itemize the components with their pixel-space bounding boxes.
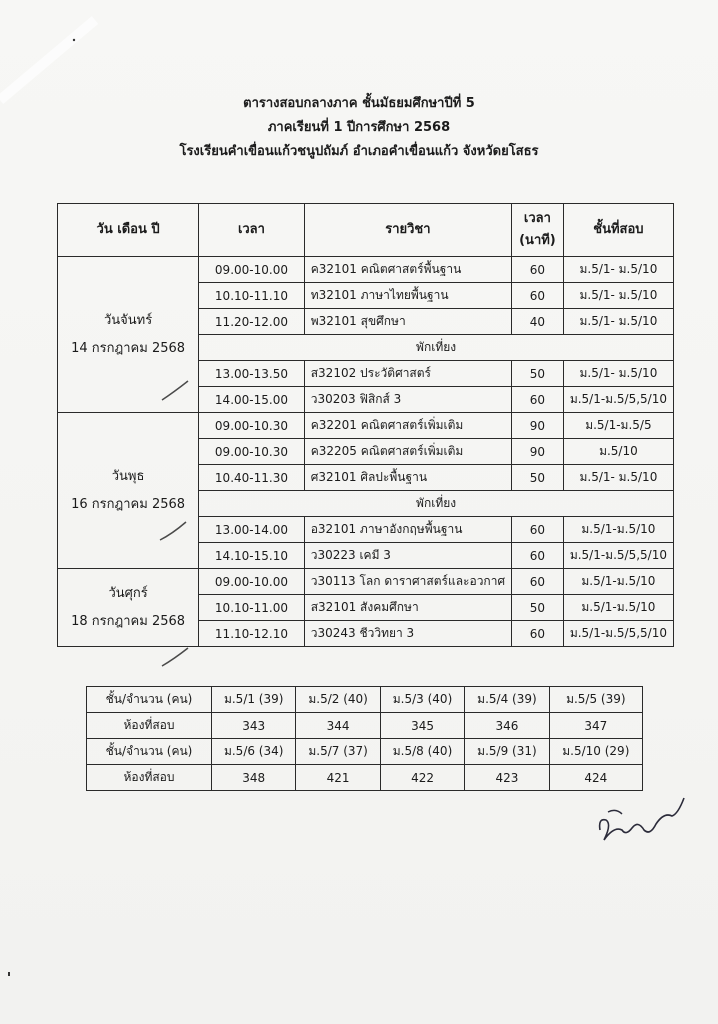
header-classes: ชั้นที่สอบ — [563, 204, 673, 257]
minutes-cell: 50 — [512, 595, 564, 621]
header-subject: รายวิชา — [304, 204, 511, 257]
time-cell: 10.40-11.30 — [199, 465, 305, 491]
subject-cell: ค32201 คณิตศาสตร์เพิ่มเติม — [304, 413, 511, 439]
summary-room-cell: 345 — [380, 713, 464, 739]
minutes-cell: 40 — [512, 309, 564, 335]
time-cell: 09.00-10.30 — [199, 439, 305, 465]
subject-cell: ค32101 คณิตศาสตร์พื้นฐาน — [304, 257, 511, 283]
header-school: โรงเรียนคำเขื่อนแก้วชนูปถัมภ์ อำเภอคำเขื่อนแก้ว จังหวัดยโสธร — [179, 144, 539, 159]
summary-room-cell: 423 — [465, 765, 549, 791]
time-cell: 11.20-12.00 — [199, 309, 305, 335]
summary-class-cell: ม.5/8 (40) — [380, 739, 464, 765]
header-date: วัน เดือน ปี — [58, 204, 199, 257]
table-row — [58, 413, 674, 439]
minutes-cell: 60 — [512, 569, 564, 595]
classes-cell: ม.5/1- ม.5/10 — [563, 361, 673, 387]
summary-room-row — [87, 713, 643, 739]
subject-cell: อ32101 ภาษาอังกฤษพื้นฐาน — [304, 517, 511, 543]
summary-room-cell: 344 — [296, 713, 380, 739]
time-cell: 10.10-11.00 — [199, 595, 305, 621]
table-header-row — [58, 204, 674, 257]
subject-cell: ว30113 โลก ดาราศาสตร์และอวกาศ — [304, 569, 511, 595]
scan-speck — [8, 972, 10, 976]
day-cell: วันศุกร์ 18 กรกฎาคม 2568 — [58, 569, 199, 647]
minutes-cell: 90 — [512, 439, 564, 465]
summary-class-cell: ม.5/5 (39) — [549, 687, 642, 713]
summary-class-cell: ม.5/3 (40) — [380, 687, 464, 713]
subject-cell: ว30223 เคมี 3 — [304, 543, 511, 569]
summary-class-cell: ม.5/2 (40) — [296, 687, 380, 713]
summary-class-cell: ม.5/9 (31) — [465, 739, 549, 765]
time-cell: 13.00-13.50 — [199, 361, 305, 387]
summary-class-row — [87, 739, 643, 765]
header-duration: เวลา (นาที) — [512, 204, 564, 257]
header-time: เวลา — [199, 204, 305, 257]
classes-cell: ม.5/1- ม.5/10 — [563, 283, 673, 309]
summary-room-label: ห้องที่สอบ — [87, 765, 212, 791]
summary-room-cell: 346 — [465, 713, 549, 739]
classes-cell: ม.5/1-ม.5/5,5/10 — [563, 387, 673, 413]
day-cell: วันพุธ 16 กรกฎาคม 2568 — [58, 413, 199, 569]
subject-cell: ศ32101 ศิลปะพื้นฐาน — [304, 465, 511, 491]
minutes-cell: 50 — [512, 465, 564, 491]
pen-tick-mark — [158, 518, 190, 544]
time-cell: 13.00-14.00 — [199, 517, 305, 543]
classes-cell: ม.5/1-ม.5/5,5/10 — [563, 543, 673, 569]
summary-class-cell: ม.5/7 (37) — [296, 739, 380, 765]
summary-room-cell: 348 — [212, 765, 296, 791]
subject-cell: ส32102 ประวัติศาสตร์ — [304, 361, 511, 387]
summary-class-cell: ม.5/1 (39) — [212, 687, 296, 713]
subject-cell: ค32205 คณิตศาสตร์เพิ่มเติม — [304, 439, 511, 465]
minutes-cell: 50 — [512, 361, 564, 387]
summary-class-cell: ม.5/10 (29) — [549, 739, 642, 765]
exam-schedule-table — [57, 203, 674, 647]
summary-room-label: ห้องที่สอบ — [87, 713, 212, 739]
classes-cell: ม.5/1-ม.5/10 — [563, 517, 673, 543]
lunch-cell: พักเที่ยง — [199, 491, 674, 517]
summary-class-cell: ม.5/4 (39) — [465, 687, 549, 713]
minutes-cell: 60 — [512, 517, 564, 543]
minutes-cell: 60 — [512, 283, 564, 309]
summary-room-cell: 347 — [549, 713, 642, 739]
summary-class-row — [87, 687, 643, 713]
scan-glare — [0, 0, 120, 110]
summary-class-label: ชั้น/จำนวน (คน) — [87, 687, 212, 713]
subject-cell: ท32101 ภาษาไทยพื้นฐาน — [304, 283, 511, 309]
summary-room-cell: 343 — [212, 713, 296, 739]
time-cell: 09.00-10.00 — [199, 569, 305, 595]
summary-class-cell: ม.5/6 (34) — [212, 739, 296, 765]
lunch-cell: พักเที่ยง — [199, 335, 674, 361]
table-row — [58, 257, 674, 283]
time-cell: 09.00-10.00 — [199, 257, 305, 283]
subject-cell: พ32101 สุขศึกษา — [304, 309, 511, 335]
classes-cell: ม.5/10 — [563, 439, 673, 465]
summary-room-cell: 421 — [296, 765, 380, 791]
subject-cell: ว30203 ฟิสิกส์ 3 — [304, 387, 511, 413]
subject-cell: ว30243 ชีววิทยา 3 — [304, 621, 511, 647]
pen-tick-mark — [160, 378, 192, 404]
classes-cell: ม.5/1-ม.5/10 — [563, 595, 673, 621]
classes-cell: ม.5/1- ม.5/10 — [563, 465, 673, 491]
time-cell: 14.00-15.00 — [199, 387, 305, 413]
time-cell: 09.00-10.30 — [199, 413, 305, 439]
classes-cell: ม.5/1- ม.5/10 — [563, 309, 673, 335]
minutes-cell: 60 — [512, 543, 564, 569]
summary-room-cell: 424 — [549, 765, 642, 791]
classes-cell: ม.5/1-ม.5/5 — [563, 413, 673, 439]
minutes-cell: 60 — [512, 257, 564, 283]
header-title: ตารางสอบกลางภาค ชั้นมัธยมศึกษาปีที่ 5 — [243, 96, 475, 111]
subject-cell: ส32101 สังคมศึกษา — [304, 595, 511, 621]
minutes-cell: 90 — [512, 413, 564, 439]
time-cell: 11.10-12.10 — [199, 621, 305, 647]
handwritten-signature — [592, 790, 692, 850]
summary-room-row — [87, 765, 643, 791]
class-room-summary-table — [86, 686, 643, 791]
summary-room-cell: 422 — [380, 765, 464, 791]
classes-cell: ม.5/1- ม.5/10 — [563, 257, 673, 283]
day-cell: วันจันทร์ 14 กรกฎาคม 2568 — [58, 257, 199, 413]
classes-cell: ม.5/1-ม.5/5,5/10 — [563, 621, 673, 647]
pen-tick-mark — [160, 644, 192, 670]
header-semester: ภาคเรียนที่ 1 ปีการศึกษา 2568 — [267, 120, 451, 135]
classes-cell: ม.5/1-ม.5/10 — [563, 569, 673, 595]
minutes-cell: 60 — [512, 621, 564, 647]
time-cell: 14.10-15.10 — [199, 543, 305, 569]
summary-class-label: ชั้น/จำนวน (คน) — [87, 739, 212, 765]
time-cell: 10.10-11.10 — [199, 283, 305, 309]
minutes-cell: 60 — [512, 387, 564, 413]
table-row — [58, 569, 674, 595]
